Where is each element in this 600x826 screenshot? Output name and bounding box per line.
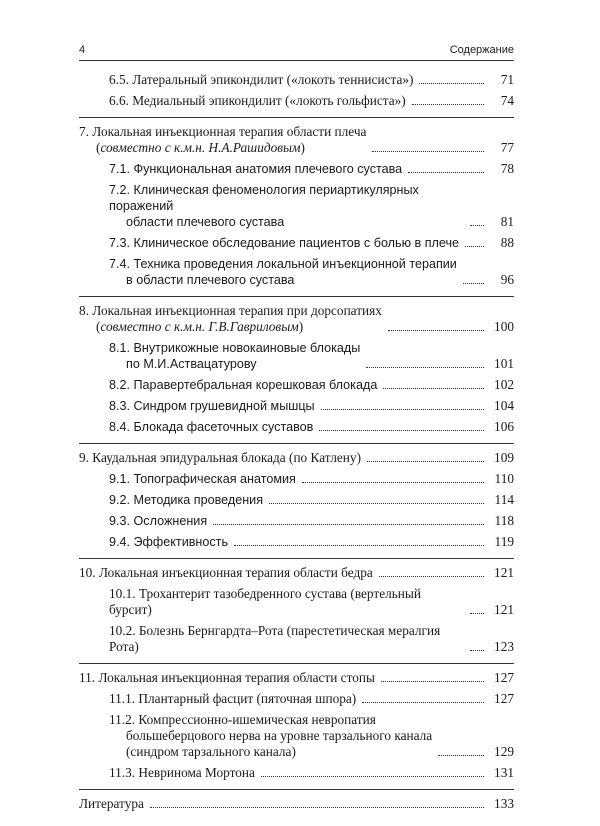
- toc-entry-title: [79, 796, 144, 812]
- dot-leader: [379, 575, 484, 577]
- toc-entry-line: 7.4. Техника проведения локальной инъекционной терапии: [109, 257, 457, 271]
- dot-leader: [470, 612, 484, 614]
- toc-entry[interactable]: [79, 513, 514, 529]
- toc-entry-title: [79, 303, 382, 335]
- toc-entry-line: 9.3. Осложнения: [109, 514, 208, 528]
- toc-page-number: 100: [494, 319, 514, 334]
- toc-page-number: 88: [500, 235, 514, 250]
- dot-leader: [438, 754, 484, 756]
- dot-leader: [261, 775, 484, 777]
- toc-entry-line: 9.4. Эффективность: [109, 535, 229, 549]
- toc-entry-line: 7.1. Функциональная анатомия плечевого сустава: [109, 162, 403, 176]
- toc-entry-title: [109, 398, 315, 414]
- toc-entry-line: 8.1. Внутрикожные новокаиновые блокады: [109, 341, 361, 355]
- toc-entry-coauthor: (совместно с к.м.н. Н.А.Рашидовым): [96, 140, 305, 155]
- dot-leader: [412, 103, 484, 105]
- toc-entry-line: 10. Локальная инъекционная терапия области бедра: [79, 565, 373, 580]
- dot-leader: [388, 329, 484, 331]
- toc-entry[interactable]: [79, 93, 514, 109]
- dot-leader: [408, 171, 484, 173]
- toc-entry-title: [79, 124, 366, 156]
- toc-entry-line: 11.3. Невринома Мортона: [109, 765, 255, 780]
- toc-entry[interactable]: [79, 796, 514, 812]
- toc-page-number: 114: [494, 492, 514, 507]
- toc-page-number: 78: [500, 161, 514, 176]
- toc-section: [79, 565, 514, 664]
- toc-entry[interactable]: [79, 565, 514, 581]
- toc-entry-title: [79, 670, 375, 686]
- toc-entry[interactable]: [79, 419, 514, 435]
- toc-entry-line: 8. Локальная инъекционная терапия при дорсопатиях: [79, 303, 382, 318]
- toc-entry-line: 8.4. Блокада фасеточных суставов: [109, 420, 314, 434]
- dot-leader: [470, 224, 484, 226]
- table-of-contents: [79, 68, 514, 826]
- toc-page-number: 109: [494, 450, 514, 465]
- toc-entry[interactable]: [79, 492, 514, 508]
- toc-entry-line: 9.2. Методика проведения: [109, 493, 264, 507]
- toc-entry[interactable]: [79, 256, 514, 288]
- toc-entry-line: 7.2. Клиническая феноменология периартикулярных поражений: [109, 183, 419, 213]
- toc-entry-line: 8.2. Паравертебральная корешковая блокада: [109, 378, 378, 392]
- toc-entry-title: [109, 471, 296, 487]
- toc-entry-line: большеберцового нерва на уровне тарзального канала: [126, 728, 433, 743]
- toc-entry[interactable]: [79, 623, 514, 655]
- toc-entry-title: [109, 72, 413, 88]
- toc-entry-line: 10.2. Болезнь Бернгардта–Рота (парестетическая мералгия Рота): [109, 623, 441, 654]
- toc-page-number: 110: [494, 471, 514, 486]
- toc-entry-title: [109, 712, 432, 760]
- toc-entry-title: [109, 93, 406, 109]
- toc-entry-title: [109, 235, 459, 251]
- dot-leader: [150, 806, 484, 808]
- toc-entry-title: [109, 419, 313, 435]
- toc-entry[interactable]: [79, 72, 514, 88]
- dot-leader: [419, 82, 484, 84]
- toc-entry-title: [109, 623, 464, 655]
- toc-entry[interactable]: [79, 377, 514, 393]
- toc-page-number: 77: [500, 140, 514, 155]
- toc-entry[interactable]: [79, 712, 514, 760]
- dot-leader: [362, 701, 484, 703]
- toc-page-number: 119: [494, 534, 514, 549]
- toc-entry[interactable]: [79, 765, 514, 781]
- toc-entry-title: [109, 691, 356, 707]
- toc-section: [79, 68, 514, 118]
- dot-leader: [470, 649, 484, 651]
- dot-leader: [465, 245, 484, 247]
- toc-page-number: 71: [500, 72, 514, 87]
- toc-entry-line: 9.1. Топографическая анатомия: [109, 472, 296, 486]
- toc-page-number: 104: [494, 398, 514, 413]
- toc-entry-title: [79, 565, 373, 581]
- toc-entry-title: [109, 256, 457, 288]
- toc-entry-title: [109, 182, 464, 230]
- toc-entry[interactable]: [79, 124, 514, 156]
- toc-page-number: 81: [500, 214, 514, 229]
- toc-entry[interactable]: [79, 235, 514, 251]
- page-header: [79, 42, 514, 62]
- dot-leader: [234, 544, 484, 546]
- toc-section: [79, 303, 514, 444]
- toc-page-number: 121: [494, 602, 514, 617]
- toc-entry-line: 10.1. Трохантерит тазобедренного сустава (вертельный бурсит): [109, 586, 421, 617]
- header-rule: [79, 60, 514, 61]
- dot-leader: [372, 150, 484, 152]
- toc-page-number: 127: [494, 691, 514, 706]
- toc-page-number: 74: [500, 93, 514, 108]
- toc-entry-line: Литература: [79, 796, 144, 811]
- toc-entry-title: [79, 450, 361, 466]
- toc-entry[interactable]: [79, 586, 514, 618]
- toc-entry[interactable]: [79, 182, 514, 230]
- toc-entry[interactable]: [79, 670, 514, 686]
- toc-entry-title: [109, 377, 377, 393]
- dot-leader: [302, 481, 484, 483]
- dot-leader: [383, 387, 484, 389]
- toc-entry-line: 11.2. Компрессионно-ишемическая невропатия: [109, 712, 376, 727]
- toc-entry-title: [109, 340, 360, 372]
- toc-entry-line: по М.И.Аствацатурову: [126, 357, 257, 371]
- toc-entry-line: 11. Локальная инъекционная терапия области стопы: [79, 670, 375, 685]
- toc-entry-coauthor: (совместно с к.м.н. Г.В.Гавриловым): [96, 319, 304, 334]
- toc-entry-title: [109, 492, 263, 508]
- toc-page-number: 118: [494, 513, 514, 528]
- dot-leader: [463, 282, 484, 284]
- toc-entry-line: 6.5. Латеральный эпикондилит («локоть теннисиста»): [109, 72, 414, 87]
- toc-page-number: 133: [494, 796, 514, 811]
- toc-entry[interactable]: [79, 691, 514, 707]
- toc-section: [79, 124, 514, 297]
- toc-page-number: 102: [494, 377, 514, 392]
- toc-page-number: 127: [494, 670, 514, 685]
- toc-entry[interactable]: [79, 450, 514, 466]
- dot-leader: [213, 523, 484, 525]
- toc-entry[interactable]: [79, 534, 514, 550]
- dot-leader: [367, 460, 484, 462]
- toc-entry[interactable]: [79, 398, 514, 414]
- toc-entry-line: области плечевого сустава: [126, 215, 285, 229]
- toc-page-number: 101: [494, 356, 514, 371]
- toc-section: [79, 796, 514, 820]
- dot-leader: [366, 366, 484, 368]
- toc-section: [79, 670, 514, 790]
- toc-section: [79, 450, 514, 559]
- toc-entry-line: 9. Каудальная эпидуральная блокада (по Катлену): [79, 450, 361, 465]
- toc-entry-line: 7.3. Клиническое обследование пациентов с болью в плече: [109, 236, 460, 250]
- toc-page-number: 131: [494, 765, 514, 780]
- toc-entry-line: 7. Локальная инъекционная терапия области плеча: [79, 124, 367, 139]
- dot-leader: [321, 408, 484, 410]
- toc-entry-title: [109, 534, 228, 550]
- page-number: 4: [79, 44, 86, 56]
- running-title: Содержание: [449, 44, 514, 56]
- toc-entry-title: [109, 765, 255, 781]
- toc-entry-line: 11.1. Плантарный фасцит (пяточная шпора): [109, 691, 357, 706]
- toc-entry[interactable]: [79, 161, 514, 177]
- toc-entry-title: [109, 161, 402, 177]
- toc-entry[interactable]: [79, 471, 514, 487]
- toc-entry-line: (синдром тарзального канала): [126, 744, 296, 759]
- toc-entry[interactable]: [79, 303, 514, 335]
- dot-leader: [269, 502, 484, 504]
- dot-leader: [381, 680, 484, 682]
- toc-page-number: 96: [500, 272, 514, 287]
- toc-entry-line: в области плечевого сустава: [126, 273, 295, 287]
- toc-entry-title: [109, 513, 207, 529]
- toc-page-number: 106: [494, 419, 514, 434]
- toc-entry-line: 8.3. Синдром грушевидной мышцы: [109, 399, 315, 413]
- toc-entry[interactable]: [79, 340, 514, 372]
- toc-page-number: 129: [494, 744, 514, 759]
- toc-page-number: 123: [494, 639, 514, 654]
- dot-leader: [319, 429, 484, 431]
- toc-entry-title: [109, 586, 464, 618]
- toc-page-number: 121: [494, 565, 514, 580]
- toc-entry-line: 6.6. Медиальный эпикондилит («локоть гольфиста»): [109, 93, 406, 108]
